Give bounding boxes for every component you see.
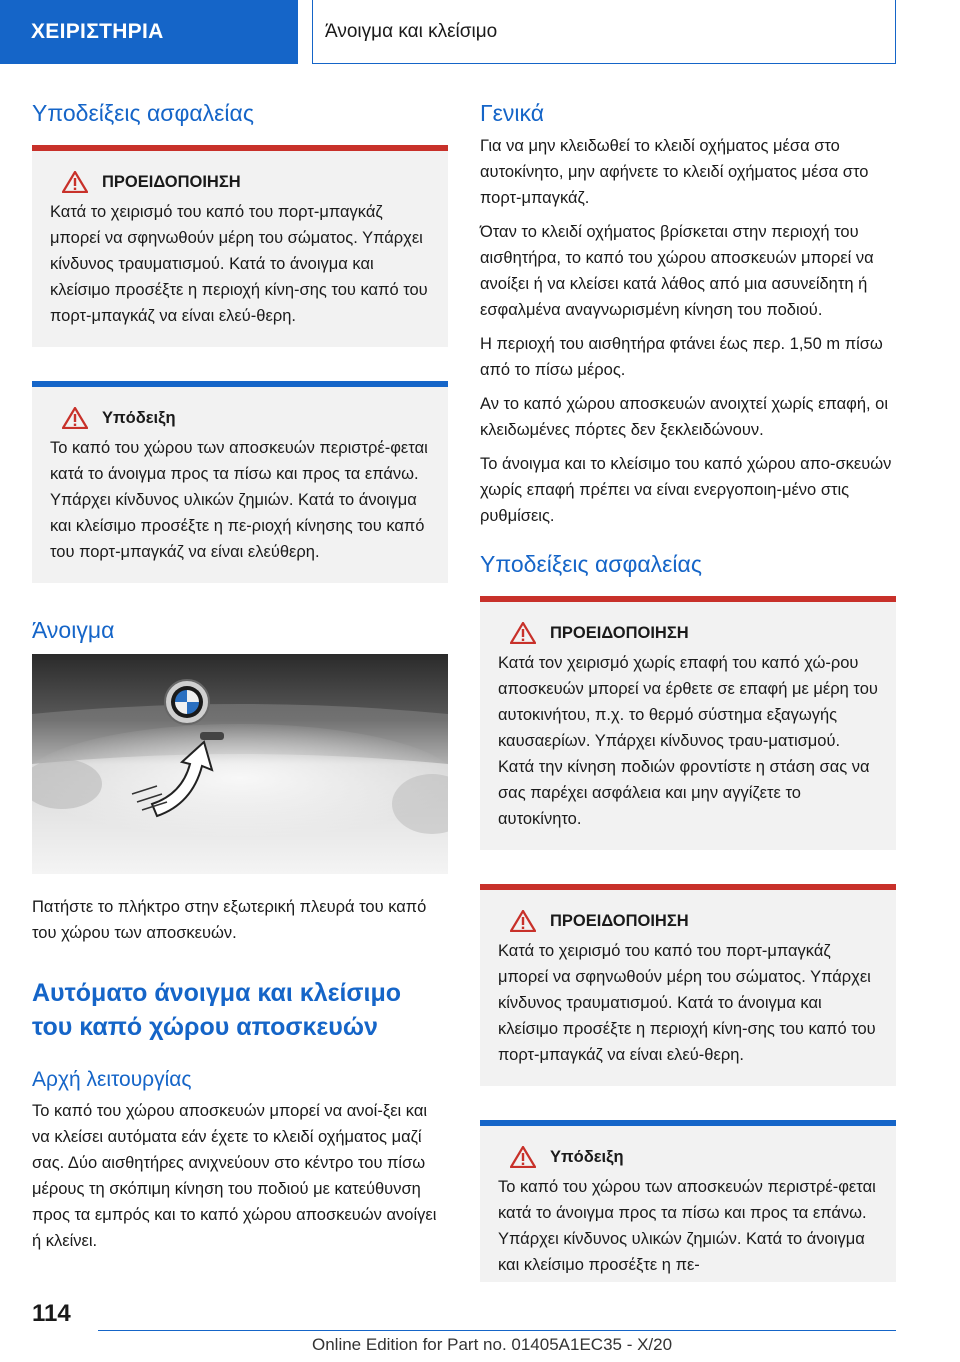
general-heading: Γενικά xyxy=(480,100,545,126)
note-title xyxy=(498,1146,878,1168)
note-title-text: Υπόδειξη xyxy=(102,408,176,427)
edition-footer: Online Edition for Part no. 01405A1EC35 - X/20 xyxy=(312,1335,673,1354)
warning-text: Κατά το χειρισμό του καπό του πορτ-μπαγκάζ μπορεί να σφηνωθούν μέρη του σώματος. Υπάρχει κίνδυνος τραυματισμού. Κατά το άνοιγμα και κλείσιμο προσέξτε η περιοχή κίνη-σης του καπό του πορτ-μπαγκάζ να είναι ελεύ-θερη. xyxy=(498,942,876,1064)
warning-box xyxy=(32,145,448,347)
general-paragraph: Η περιοχή του αισθητήρα φτάνει έως περ. 1,50 m πίσω από το πίσω μέρος. xyxy=(480,335,883,379)
warning-triangle-icon xyxy=(510,910,536,932)
right-column xyxy=(480,100,896,1316)
warning-box xyxy=(480,596,896,850)
general-paragraph: Το άνοιγμα και το κλείσιμο του καπό χώρου απο-σκευών χωρίς επαφή πρέπει να είναι ενεργοποιη-μένο στις ρυθμίσεις. xyxy=(480,455,892,525)
general-paragraph: Αν το καπό χώρου αποσκευών ανοιχτεί χωρίς επαφή, οι κλειδωμένες πόρτες δεν ξεκλειδώνουν. xyxy=(480,395,889,439)
general-paragraph: Όταν το κλειδί οχήματος βρίσκεται στην περιοχή του αισθητήρα, το καπό του χώρου αποσκευών μπορεί να ανοίξει ή να κλείσει κατά λάθος από μια ασυνείδητη ή εσφαλμένα αναγνωρισμένη κίνηση του ποδιού. xyxy=(480,223,874,319)
note-title xyxy=(50,407,430,429)
note-box xyxy=(480,1120,896,1282)
warning-triangle-icon xyxy=(62,171,88,193)
warning-text: Κατά το χειρισμό του καπό του πορτ-μπαγκάζ μπορεί να σφηνωθούν μέρη του σώματος. Υπάρχει κίνδυνος τραυματισμού. Κατά το άνοιγμα και κλείσιμο προσέξτε η περιοχή κίνη-σης του καπό του πορτ-μπαγκάζ να είναι ελεύ-θερη. xyxy=(50,203,428,325)
warning-title xyxy=(498,910,878,932)
left-column xyxy=(32,100,448,1262)
principle-heading: Αρχή λειτουργίας xyxy=(32,1068,192,1091)
warning-title-text: ΠΡΟΕΙΔΟΠΟΙΗΣΗ xyxy=(102,172,241,191)
note-triangle-icon xyxy=(510,1146,536,1168)
footer-divider xyxy=(98,1330,896,1331)
trunk-button-photo xyxy=(32,654,448,874)
page-number: 114 xyxy=(32,1300,71,1327)
safety-heading: Υποδείξεις ασφαλείας xyxy=(480,551,702,577)
opening-text: Πατήστε το πλήκτρο στην εξωτερική πλευρά του καπό του χώρου των αποσκευών. xyxy=(32,898,427,942)
warning-title-text: ΠΡΟΕΙΔΟΠΟΙΗΣΗ xyxy=(550,911,689,930)
auto-heading: Αυτόματο άνοιγμα και κλείσιμο του καπό χώρου αποσκευών xyxy=(32,979,402,1041)
note-box xyxy=(32,381,448,583)
note-triangle-icon xyxy=(62,407,88,429)
warning-triangle-icon xyxy=(510,622,536,644)
warning-title-text: ΠΡΟΕΙΔΟΠΟΙΗΣΗ xyxy=(550,623,689,642)
general-paragraph: Για να μην κλειδωθεί το κλειδί οχήματος μέσα στο αυτοκίνητο, μην αφήνετε το κλειδί οχήματος μέσα στο πορτ-μπαγκάζ. xyxy=(480,137,869,207)
opening-heading: Άνοιγμα xyxy=(32,617,115,643)
topic-tab: Άνοιγμα και κλείσιμο xyxy=(312,0,896,64)
principle-text: Το καπό του χώρου αποσκευών μπορεί να ανοί-ξει και να κλείσει αυτόματα εάν έχετε το κλειδί οχήματος μαζί σας. Δύο αισθητήρες ανιχνεύουν στο κέντρο του πίσω μέρους τη σκόπιμη κίνηση του ποδιού με κατεύθυνση προς τα εμπρός και το καπό χώρου αποσκευών ανοίγει ή κλείνει. xyxy=(32,1102,437,1250)
note-title-text: Υπόδειξη xyxy=(550,1147,624,1166)
note-text: Το καπό του χώρου των αποσκευών περιστρέ-φεται κατά το άνοιγμα προς τα πίσω και προς τα επάνω. Υπάρχει κίνδυνος υλικών ζημιών. Κατά το άνοιγμα και κλείσιμο προσέξτε η πε- xyxy=(498,1178,876,1274)
warning-box xyxy=(480,884,896,1086)
warning-text: Κατά τον χειρισμό χωρίς επαφή του καπό χώ-ρου αποσκευών μπορεί να έρθετε σε επαφή με μέρη του αυτοκινήτου, π.χ. το θερμό σύστημα εξαγωγής καυσαερίων. Υπάρχει κίνδυνος τραυ-ματισμού. Κατά την κίνηση ποδιών φροντίστε η στάση σας να σας παρέχει ασφάλεια και μην αγγίζετε το αυτοκίνητο. xyxy=(498,654,878,828)
warning-title xyxy=(498,622,878,644)
safety-heading: Υποδείξεις ασφαλείας xyxy=(32,100,254,126)
warning-title xyxy=(50,171,430,193)
note-text: Το καπό του χώρου των αποσκευών περιστρέ-φεται κατά το άνοιγμα προς τα πίσω και προς τα επάνω. Υπάρχει κίνδυνος υλικών ζημιών. Κατά το άνοιγμα και κλείσιμο προσέξτε η πε-ριοχή κίνησης του καπό του πορτ-μπαγκάζ να είναι ελεύθερη. xyxy=(50,439,428,561)
section-tab: ΧΕΙΡΙΣΤΗΡΙΑ xyxy=(0,0,298,64)
